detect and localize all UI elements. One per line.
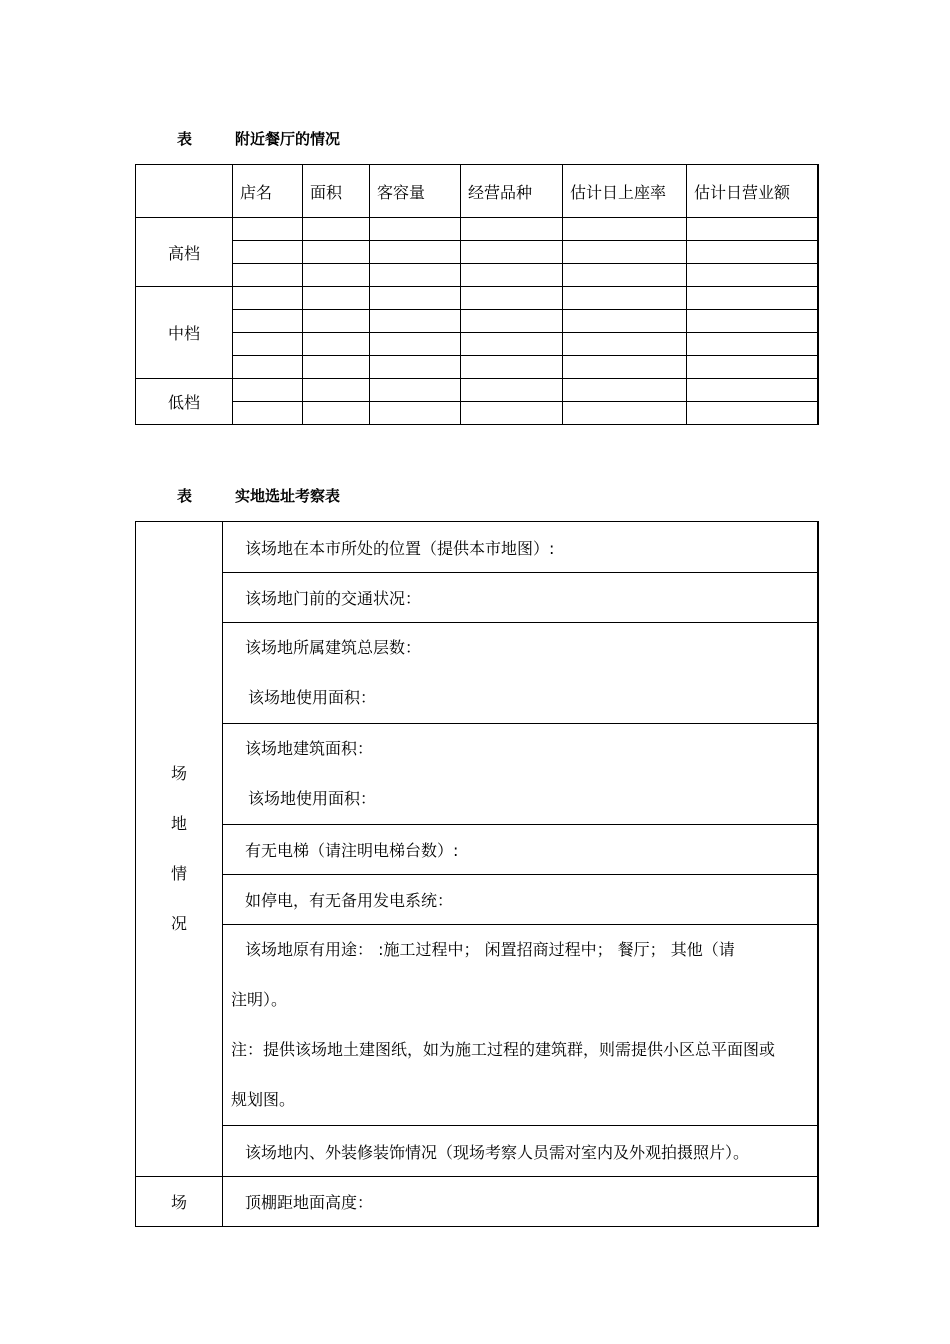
survey-row-location bbox=[136, 522, 818, 573]
floors-label: 该场地所属建筑总层数： bbox=[245, 638, 422, 657]
table-cell[interactable] bbox=[461, 379, 563, 402]
site-condition-label bbox=[136, 522, 223, 1177]
table-cell[interactable] bbox=[233, 241, 303, 264]
table-cell[interactable] bbox=[687, 356, 818, 379]
table-cell[interactable] bbox=[303, 379, 370, 402]
table-cell[interactable] bbox=[233, 264, 303, 287]
header-cuisine: 经营品种 bbox=[461, 165, 563, 218]
table1-caption-title: 附近餐厅的情况 bbox=[235, 130, 341, 148]
traffic-label: 该场地门前的交通状况： bbox=[245, 589, 422, 608]
table-cell[interactable] bbox=[303, 287, 370, 310]
drawing-note: 注：提供该场地土建图纸，如为施工过程的建筑群，则需提供小区总平面图或 bbox=[231, 1040, 776, 1059]
generator-field[interactable] bbox=[223, 875, 818, 925]
table-row bbox=[136, 287, 818, 310]
table-cell[interactable] bbox=[687, 379, 818, 402]
ceiling-field[interactable] bbox=[223, 1177, 818, 1227]
building-area-label: 该场地建筑面积： bbox=[245, 739, 374, 758]
table-cell[interactable] bbox=[233, 218, 303, 241]
use-area-label: 该场地使用面积： bbox=[248, 789, 377, 808]
elevator-field[interactable] bbox=[223, 825, 818, 875]
table-cell[interactable] bbox=[461, 287, 563, 310]
table-cell[interactable] bbox=[461, 241, 563, 264]
table-cell[interactable] bbox=[687, 287, 818, 310]
table2-caption bbox=[177, 485, 340, 506]
survey-row-floors bbox=[136, 623, 818, 724]
header-empty-cell bbox=[136, 165, 233, 218]
table-cell[interactable] bbox=[370, 287, 461, 310]
original-use-field[interactable] bbox=[223, 925, 818, 1126]
table-cell[interactable] bbox=[370, 310, 461, 333]
table-cell[interactable] bbox=[687, 333, 818, 356]
table-cell[interactable] bbox=[563, 333, 687, 356]
table-cell[interactable] bbox=[563, 356, 687, 379]
elevator-label: 有无电梯（请注明电梯台数）: bbox=[245, 841, 459, 860]
side-label-char: 情 bbox=[170, 864, 187, 883]
table-cell[interactable] bbox=[563, 241, 687, 264]
table-row bbox=[136, 264, 818, 287]
table-row bbox=[136, 379, 818, 402]
table-cell[interactable] bbox=[233, 356, 303, 379]
table-cell[interactable] bbox=[563, 379, 687, 402]
table-row bbox=[136, 333, 818, 356]
ceiling-label: 顶棚距地面高度： bbox=[245, 1193, 374, 1212]
table-cell[interactable] bbox=[461, 218, 563, 241]
table-cell[interactable] bbox=[687, 218, 818, 241]
table-cell[interactable] bbox=[303, 218, 370, 241]
table-row bbox=[136, 402, 818, 425]
nearby-restaurants-table bbox=[135, 164, 819, 425]
table-cell[interactable] bbox=[461, 402, 563, 425]
table-cell[interactable] bbox=[461, 333, 563, 356]
table-cell[interactable] bbox=[461, 356, 563, 379]
table-cell[interactable] bbox=[370, 379, 461, 402]
survey-row-elevator bbox=[136, 825, 818, 875]
table-header-row bbox=[136, 165, 818, 218]
table-cell[interactable] bbox=[303, 310, 370, 333]
decoration-label: 该场地内、外装修装饰情况（现场考察人员需对室内及外观拍摄照片）。 bbox=[245, 1142, 750, 1162]
table-row bbox=[136, 218, 818, 241]
group-label-mid: 中档 bbox=[136, 287, 233, 379]
table-cell[interactable] bbox=[687, 310, 818, 333]
header-shop-name: 店名 bbox=[233, 165, 303, 218]
header-revenue: 估计日营业额 bbox=[687, 165, 818, 218]
table-row bbox=[136, 310, 818, 333]
table-cell[interactable] bbox=[233, 402, 303, 425]
table-cell[interactable] bbox=[563, 310, 687, 333]
table-row bbox=[136, 356, 818, 379]
drawing-note-cont: 规划图。 bbox=[231, 1090, 296, 1109]
original-use-label: 该场地原有用途： :施工过程中； 闲置招商过程中； 餐厅； 其他（请 bbox=[245, 940, 735, 959]
table2-caption-prefix: 表 bbox=[177, 487, 193, 505]
survey-row-generator bbox=[136, 875, 818, 925]
table-cell[interactable] bbox=[303, 264, 370, 287]
next-section-label: 场 bbox=[136, 1177, 223, 1227]
table-cell[interactable] bbox=[461, 310, 563, 333]
group-label-high: 高档 bbox=[136, 218, 233, 287]
header-capacity: 客容量 bbox=[370, 165, 461, 218]
table-cell[interactable] bbox=[687, 264, 818, 287]
survey-row-traffic bbox=[136, 573, 818, 623]
table-cell[interactable] bbox=[370, 333, 461, 356]
table-cell[interactable] bbox=[303, 356, 370, 379]
location-label: 该场地在本市所处的位置（提供本市地图）: bbox=[245, 538, 555, 558]
table-cell[interactable] bbox=[461, 264, 563, 287]
generator-label: 如停电，有无备用发电系统： bbox=[245, 891, 454, 910]
decoration-field[interactable] bbox=[223, 1126, 818, 1177]
survey-row-decoration bbox=[136, 1126, 818, 1177]
survey-row-original-use bbox=[136, 925, 818, 1126]
table-cell[interactable] bbox=[233, 333, 303, 356]
survey-row-ceiling bbox=[136, 1177, 818, 1227]
table-cell[interactable] bbox=[303, 402, 370, 425]
side-label-char: 场 bbox=[170, 764, 187, 783]
table-cell[interactable] bbox=[687, 402, 818, 425]
floors-field[interactable] bbox=[223, 623, 818, 724]
table1-caption-prefix: 表 bbox=[177, 130, 193, 148]
table-cell[interactable] bbox=[370, 241, 461, 264]
table-cell[interactable] bbox=[233, 310, 303, 333]
table-cell[interactable] bbox=[303, 333, 370, 356]
table-cell[interactable] bbox=[563, 402, 687, 425]
header-area: 面积 bbox=[303, 165, 370, 218]
table2-caption-title: 实地选址考察表 bbox=[235, 487, 341, 505]
site-survey-table bbox=[135, 521, 819, 1227]
table-cell[interactable] bbox=[563, 264, 687, 287]
traffic-field[interactable] bbox=[223, 573, 818, 623]
table-cell[interactable] bbox=[370, 402, 461, 425]
table-row bbox=[136, 241, 818, 264]
table1-caption bbox=[177, 128, 340, 149]
table-cell[interactable] bbox=[233, 287, 303, 310]
table-cell[interactable] bbox=[563, 287, 687, 310]
side-label-char: 况 bbox=[170, 914, 187, 933]
use-area-label: 该场地使用面积： bbox=[248, 688, 377, 707]
original-use-label-cont: 注明）。 bbox=[231, 990, 288, 1009]
side-label-char: 地 bbox=[170, 814, 187, 833]
table-cell[interactable] bbox=[233, 379, 303, 402]
table-cell[interactable] bbox=[370, 264, 461, 287]
table-cell[interactable] bbox=[687, 241, 818, 264]
survey-row-building-area bbox=[136, 724, 818, 825]
table-cell[interactable] bbox=[563, 218, 687, 241]
table-cell[interactable] bbox=[303, 241, 370, 264]
building-area-field[interactable] bbox=[223, 724, 818, 825]
group-label-low: 低档 bbox=[136, 379, 233, 425]
table-cell[interactable] bbox=[370, 356, 461, 379]
location-field[interactable] bbox=[223, 522, 818, 573]
header-occupancy: 估计日上座率 bbox=[563, 165, 687, 218]
table-cell[interactable] bbox=[370, 218, 461, 241]
